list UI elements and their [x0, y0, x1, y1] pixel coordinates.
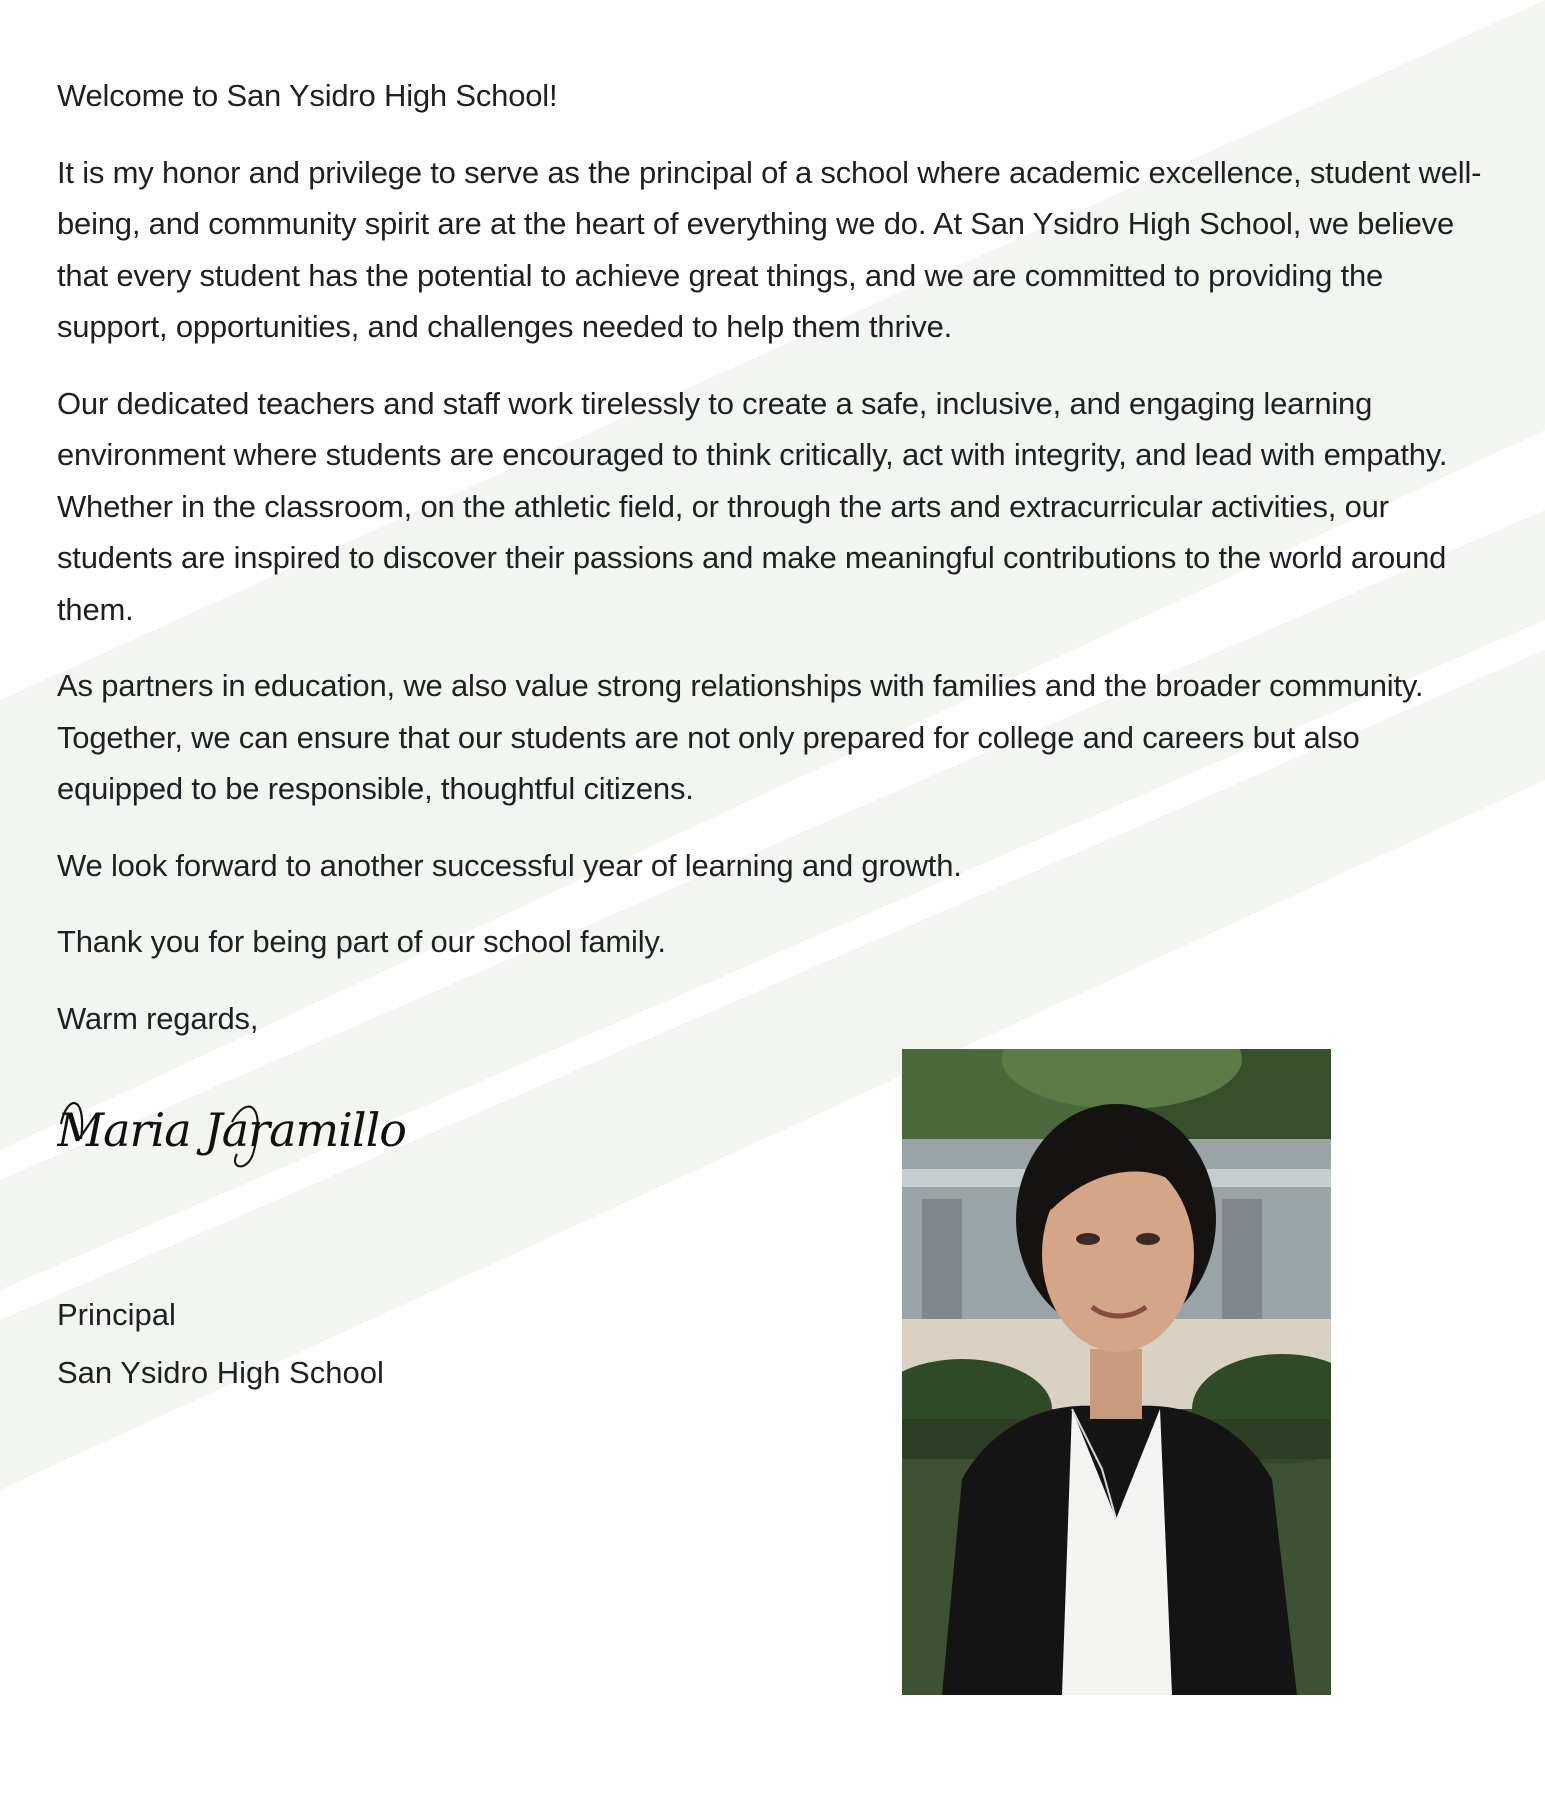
- principal-photo: [902, 1049, 1331, 1695]
- signer-school: San Ysidro High School: [57, 1355, 384, 1390]
- signer-title: Principal: [57, 1297, 176, 1332]
- greeting: Welcome to San Ysidro High School!: [57, 78, 558, 113]
- closing: Warm regards,: [57, 1000, 259, 1036]
- signature-block: [57, 1284, 384, 1404]
- signature-image: [57, 1084, 417, 1174]
- paragraph-1: It is my honor and privilege to serve as the principal of a school where academic excellence, student well-being, and community spirit are at the heart of everything we do. At San Ysidro High School, we believe that every student has the potential to achieve great things, and we are committed to providing the support, opportunities, and challenges needed to help them thrive.: [57, 154, 1482, 344]
- principal-portrait-icon: [902, 1049, 1331, 1695]
- paragraph-3: As partners in education, we also value strong relationships with families and the broader community. Together, we can ensure that our students are not only prepared for college and careers but also equipped to be responsible, thoughtful citizens.: [57, 668, 1424, 806]
- paragraph-5: Thank you for being part of our school family.: [57, 924, 666, 959]
- svg-text:Maria Jaramillo: Maria Jaramillo: [57, 1103, 407, 1157]
- letter-body: [57, 70, 1497, 1194]
- paragraph-2: Our dedicated teachers and staff work tirelessly to create a safe, inclusive, and engaging learning environment where students are encouraged to think critically, act with integrity, and lead with empathy. Whether in the classroom, on the athletic field, or through the arts and extracurricular activities, our students are inspired to discover their passions and make meaningful contributions to the world around them.: [57, 385, 1448, 627]
- paragraph-4: We look forward to another successful year of learning and growth.: [57, 847, 962, 883]
